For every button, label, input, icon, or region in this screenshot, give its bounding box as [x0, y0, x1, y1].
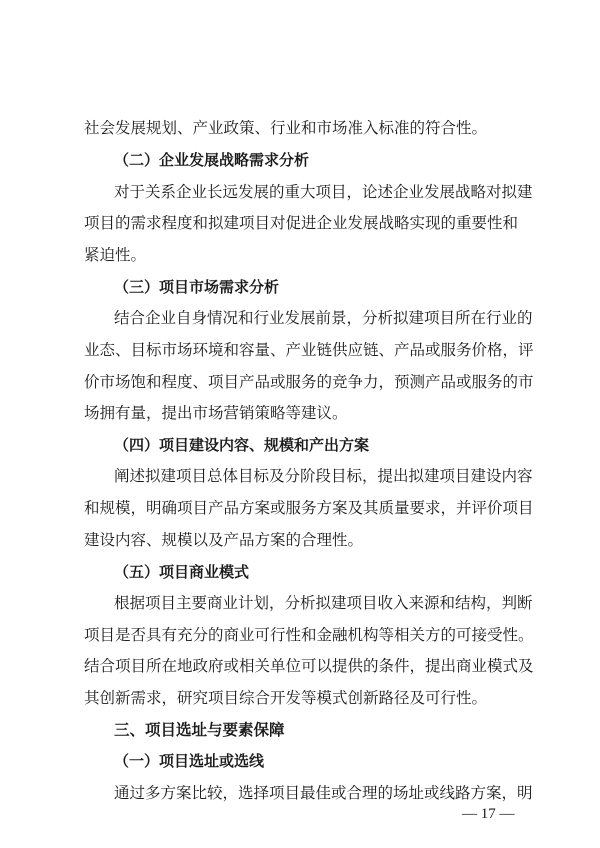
subheading-site-or-route: （一）项目选址或选线	[114, 752, 265, 770]
subheading-enterprise-strategy: （二）企业发展战略需求分析	[114, 151, 310, 169]
section-heading-site-selection: 三、项目选址与要素保障	[114, 721, 285, 739]
body-text-line: 建设内容、规模以及产品方案的合理性。	[84, 531, 364, 549]
body-text-line: 其创新需求，研究项目综合开发等模式创新路径及可行性。	[84, 689, 488, 707]
body-text-line: 项目的需求程度和拟建项目对促进企业发展战略实现的重要性和	[84, 214, 519, 232]
subheading-business-model: （五）项目商业模式	[114, 563, 250, 581]
page-number: — 17 —	[462, 806, 515, 822]
body-text-line: 业态、目标市场环境和容量、产业链供应链、产品或服务价格，评	[84, 341, 534, 359]
body-text-line: 阐述拟建项目总体目标及分阶段目标，提出拟建项目建设内容	[114, 467, 533, 485]
body-text-line: 项目是否具有充分的商业可行性和金融机构等相关方的可接受性。	[84, 626, 534, 644]
body-text-line: 价市场饱和程度、项目产品或服务的竞争力，预测产品或服务的市	[84, 373, 534, 391]
body-text-line: 场拥有量，提出市场营销策略等建议。	[84, 404, 348, 422]
body-text-line: 通过多方案比较，选择项目最佳或合理的场址或线路方案，明	[114, 784, 533, 802]
subheading-market-demand: （三）项目市场需求分析	[114, 278, 280, 296]
body-text-line: 根据项目主要商业计划，分析拟建项目收入来源和结构，判断	[114, 594, 533, 612]
body-text-line: 紧迫性。	[84, 246, 147, 264]
body-text-line: 和规模，明确项目产品方案或服务方案及其质量要求，并评价项目	[84, 499, 534, 517]
body-text-line: 结合企业自身情况和行业发展前景，分析拟建项目所在行业的	[114, 309, 533, 327]
body-text-line: 社会发展规划、产业政策、行业和市场准入标准的符合性。	[84, 119, 488, 137]
body-text-line: 结合项目所在地政府或相关单位可以提供的条件，提出商业模式及	[84, 657, 534, 675]
subheading-construction-content: （四）项目建设内容、规模和产出方案	[114, 436, 370, 454]
body-text-line: 对于关系企业长远发展的重大项目，论述企业发展战略对拟建	[114, 183, 533, 201]
